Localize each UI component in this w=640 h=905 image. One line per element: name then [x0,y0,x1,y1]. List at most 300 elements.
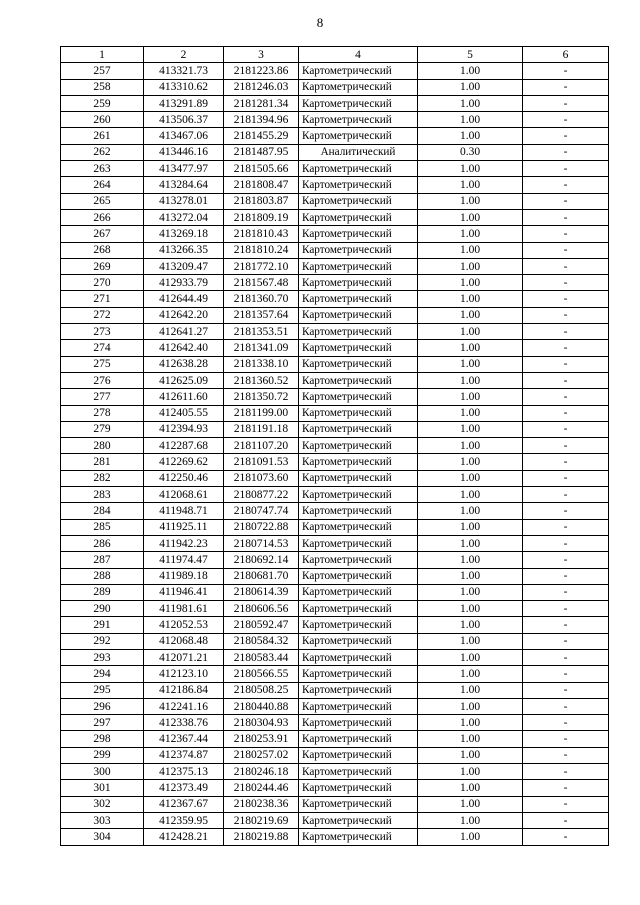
column-header: 5 [418,47,523,63]
y-coordinate-cell: 2181567.48 [224,275,299,291]
point-number-cell: 266 [61,209,144,225]
accuracy-cell: 1.00 [418,112,523,128]
x-coordinate-cell: 411942.23 [144,535,224,551]
method-cell: Картометрический [299,258,418,274]
point-number-cell: 263 [61,161,144,177]
description-cell: - [523,715,609,731]
point-number-cell: 273 [61,324,144,340]
description-cell: - [523,372,609,388]
table-row [61,698,609,714]
table-row [61,568,609,584]
point-number-cell: 261 [61,128,144,144]
x-coordinate-cell: 413269.18 [144,226,224,242]
method-cell: Картометрический [299,63,418,79]
method-cell: Картометрический [299,226,418,242]
table-row [61,584,609,600]
table-row [61,372,609,388]
y-coordinate-cell: 2181246.03 [224,79,299,95]
method-cell: Картометрический [299,633,418,649]
table-row [61,438,609,454]
method-cell: Картометрический [299,275,418,291]
point-number-cell: 300 [61,764,144,780]
description-cell: - [523,780,609,796]
y-coordinate-cell: 2181357.64 [224,307,299,323]
description-cell: - [523,470,609,486]
y-coordinate-cell: 2181809.19 [224,209,299,225]
table-row [61,649,609,665]
column-header: 3 [224,47,299,63]
point-number-cell: 288 [61,568,144,584]
table-row [61,812,609,828]
method-cell: Картометрический [299,666,418,682]
y-coordinate-cell: 2181107.20 [224,438,299,454]
description-cell: - [523,649,609,665]
description-cell: - [523,454,609,470]
column-header: 1 [61,47,144,63]
x-coordinate-cell: 413266.35 [144,242,224,258]
y-coordinate-cell: 2181223.86 [224,63,299,79]
x-coordinate-cell: 412250.46 [144,470,224,486]
method-cell: Картометрический [299,372,418,388]
description-cell: - [523,764,609,780]
description-cell: - [523,275,609,291]
table-row [61,242,609,258]
point-number-cell: 279 [61,421,144,437]
point-number-cell: 301 [61,780,144,796]
x-coordinate-cell: 413278.01 [144,193,224,209]
accuracy-cell: 1.00 [418,568,523,584]
x-coordinate-cell: 412269.62 [144,454,224,470]
point-number-cell: 274 [61,340,144,356]
method-cell: Картометрический [299,209,418,225]
x-coordinate-cell: 413209.47 [144,258,224,274]
description-cell: - [523,242,609,258]
table-row [61,356,609,372]
y-coordinate-cell: 2180257.02 [224,747,299,763]
table-row [61,682,609,698]
description-cell: - [523,307,609,323]
x-coordinate-cell: 412123.10 [144,666,224,682]
description-cell: - [523,324,609,340]
table-row [61,307,609,323]
accuracy-cell: 1.00 [418,487,523,503]
description-cell: - [523,731,609,747]
x-coordinate-cell: 411948.71 [144,503,224,519]
description-cell: - [523,584,609,600]
y-coordinate-cell: 2180253.91 [224,731,299,747]
table-row [61,161,609,177]
point-number-cell: 257 [61,63,144,79]
table-row [61,503,609,519]
y-coordinate-cell: 2181394.96 [224,112,299,128]
x-coordinate-cell: 412405.55 [144,405,224,421]
table-row [61,780,609,796]
y-coordinate-cell: 2181350.72 [224,389,299,405]
y-coordinate-cell: 2180722.88 [224,519,299,535]
method-cell: Картометрический [299,535,418,551]
table-row [61,405,609,421]
point-number-cell: 260 [61,112,144,128]
y-coordinate-cell: 2181803.87 [224,193,299,209]
accuracy-cell: 1.00 [418,747,523,763]
method-cell: Картометрический [299,649,418,665]
y-coordinate-cell: 2180238.36 [224,796,299,812]
method-cell: Картометрический [299,731,418,747]
description-cell: - [523,95,609,111]
x-coordinate-cell: 412241.16 [144,698,224,714]
accuracy-cell: 1.00 [418,633,523,649]
column-header: 6 [523,47,609,63]
table-row [61,193,609,209]
description-cell: - [523,177,609,193]
accuracy-cell: 1.00 [418,242,523,258]
x-coordinate-cell: 413446.16 [144,144,224,160]
x-coordinate-cell: 412611.60 [144,389,224,405]
accuracy-cell: 1.00 [418,258,523,274]
description-cell: - [523,405,609,421]
x-coordinate-cell: 413321.73 [144,63,224,79]
y-coordinate-cell: 2181360.70 [224,291,299,307]
x-coordinate-cell: 411981.61 [144,601,224,617]
accuracy-cell: 1.00 [418,63,523,79]
method-cell: Картометрический [299,161,418,177]
y-coordinate-cell: 2180219.69 [224,812,299,828]
description-cell: - [523,79,609,95]
table-row [61,209,609,225]
table-row [61,552,609,568]
table-row [61,324,609,340]
description-cell: - [523,682,609,698]
accuracy-cell: 1.00 [418,79,523,95]
accuracy-cell: 1.00 [418,389,523,405]
description-cell: - [523,112,609,128]
point-number-cell: 297 [61,715,144,731]
method-cell: Картометрический [299,177,418,193]
x-coordinate-cell: 412644.49 [144,291,224,307]
y-coordinate-cell: 2180614.39 [224,584,299,600]
method-cell: Картометрический [299,112,418,128]
method-cell: Картометрический [299,421,418,437]
description-cell: - [523,796,609,812]
table-row [61,747,609,763]
x-coordinate-cell: 412374.87 [144,747,224,763]
point-number-cell: 267 [61,226,144,242]
description-cell: - [523,617,609,633]
accuracy-cell: 1.00 [418,552,523,568]
y-coordinate-cell: 2180606.56 [224,601,299,617]
point-number-cell: 285 [61,519,144,535]
description-cell: - [523,63,609,79]
table-row [61,764,609,780]
x-coordinate-cell: 411989.18 [144,568,224,584]
x-coordinate-cell: 412933.79 [144,275,224,291]
accuracy-cell: 1.00 [418,764,523,780]
accuracy-cell: 1.00 [418,454,523,470]
table-row [61,79,609,95]
method-cell: Картометрический [299,438,418,454]
accuracy-cell: 1.00 [418,601,523,617]
method-cell: Картометрический [299,601,418,617]
table-row [61,177,609,193]
method-cell: Картометрический [299,796,418,812]
point-number-cell: 281 [61,454,144,470]
accuracy-cell: 1.00 [418,617,523,633]
table-row [61,829,609,845]
table-row [61,633,609,649]
description-cell: - [523,487,609,503]
y-coordinate-cell: 2180219.88 [224,829,299,845]
y-coordinate-cell: 2180681.70 [224,568,299,584]
method-cell: Картометрический [299,715,418,731]
accuracy-cell: 1.00 [418,780,523,796]
accuracy-cell: 1.00 [418,421,523,437]
x-coordinate-cell: 412367.44 [144,731,224,747]
accuracy-cell: 1.00 [418,193,523,209]
method-cell: Картометрический [299,829,418,845]
x-coordinate-cell: 412641.27 [144,324,224,340]
description-cell: - [523,519,609,535]
table-row [61,617,609,633]
y-coordinate-cell: 2181073.60 [224,470,299,486]
method-cell: Картометрический [299,340,418,356]
method-cell: Картометрический [299,128,418,144]
description-cell: - [523,666,609,682]
method-cell: Картометрический [299,487,418,503]
description-cell: - [523,812,609,828]
y-coordinate-cell: 2181505.66 [224,161,299,177]
x-coordinate-cell: 412071.21 [144,649,224,665]
accuracy-cell: 1.00 [418,666,523,682]
description-cell: - [523,503,609,519]
coordinates-table [60,46,609,846]
point-number-cell: 275 [61,356,144,372]
x-coordinate-cell: 412052.53 [144,617,224,633]
accuracy-cell: 1.00 [418,340,523,356]
column-header: 2 [144,47,224,63]
x-coordinate-cell: 412642.40 [144,340,224,356]
method-cell: Картометрический [299,291,418,307]
x-coordinate-cell: 413291.89 [144,95,224,111]
y-coordinate-cell: 2181810.43 [224,226,299,242]
x-coordinate-cell: 413310.62 [144,79,224,95]
y-coordinate-cell: 2180592.47 [224,617,299,633]
accuracy-cell: 1.00 [418,372,523,388]
description-cell: - [523,193,609,209]
method-cell: Картометрический [299,242,418,258]
point-number-cell: 258 [61,79,144,95]
method-cell: Картометрический [299,307,418,323]
accuracy-cell: 1.00 [418,275,523,291]
y-coordinate-cell: 2180304.93 [224,715,299,731]
point-number-cell: 268 [61,242,144,258]
accuracy-cell: 1.00 [418,209,523,225]
method-cell: Картометрический [299,780,418,796]
accuracy-cell: 1.00 [418,796,523,812]
accuracy-cell: 1.00 [418,356,523,372]
y-coordinate-cell: 2181487.95 [224,144,299,160]
accuracy-cell: 1.00 [418,584,523,600]
method-cell: Картометрический [299,682,418,698]
y-coordinate-cell: 2180583.44 [224,649,299,665]
description-cell: - [523,421,609,437]
table-row [61,535,609,551]
y-coordinate-cell: 2181455.29 [224,128,299,144]
table-row [61,601,609,617]
x-coordinate-cell: 412394.93 [144,421,224,437]
point-number-cell: 299 [61,747,144,763]
x-coordinate-cell: 413284.64 [144,177,224,193]
x-coordinate-cell: 413467.06 [144,128,224,144]
table-row [61,715,609,731]
x-coordinate-cell: 412428.21 [144,829,224,845]
method-cell: Картометрический [299,764,418,780]
table-row [61,226,609,242]
point-number-cell: 278 [61,405,144,421]
description-cell: - [523,161,609,177]
table-row [61,421,609,437]
table-row [61,112,609,128]
method-cell: Картометрический [299,454,418,470]
table-body [61,63,609,845]
accuracy-cell: 1.00 [418,503,523,519]
accuracy-cell: 1.00 [418,307,523,323]
x-coordinate-cell: 411925.11 [144,519,224,535]
point-number-cell: 269 [61,258,144,274]
point-number-cell: 294 [61,666,144,682]
point-number-cell: 287 [61,552,144,568]
y-coordinate-cell: 2181360.52 [224,372,299,388]
y-coordinate-cell: 2181281.34 [224,95,299,111]
y-coordinate-cell: 2181191.18 [224,421,299,437]
table-header-row [61,47,609,63]
y-coordinate-cell: 2181810.24 [224,242,299,258]
method-cell: Картометрический [299,405,418,421]
x-coordinate-cell: 413477.97 [144,161,224,177]
method-cell: Картометрический [299,389,418,405]
table-row [61,389,609,405]
method-cell: Аналитический [299,144,418,160]
table-row [61,454,609,470]
table-row [61,487,609,503]
accuracy-cell: 1.00 [418,519,523,535]
point-number-cell: 289 [61,584,144,600]
method-cell: Картометрический [299,193,418,209]
table-row [61,470,609,486]
accuracy-cell: 1.00 [418,161,523,177]
page-number: 8 [316,15,324,30]
description-cell: - [523,747,609,763]
accuracy-cell: 1.00 [418,95,523,111]
method-cell: Картометрический [299,747,418,763]
description-cell: - [523,552,609,568]
description-cell: - [523,698,609,714]
table-row [61,95,609,111]
description-cell: - [523,226,609,242]
method-cell: Картометрический [299,95,418,111]
x-coordinate-cell: 412068.61 [144,487,224,503]
point-number-cell: 304 [61,829,144,845]
y-coordinate-cell: 2181353.51 [224,324,299,340]
x-coordinate-cell: 412367.67 [144,796,224,812]
method-cell: Картометрический [299,568,418,584]
point-number-cell: 283 [61,487,144,503]
table-row [61,291,609,307]
point-number-cell: 264 [61,177,144,193]
x-coordinate-cell: 413272.04 [144,209,224,225]
point-number-cell: 290 [61,601,144,617]
y-coordinate-cell: 2180566.55 [224,666,299,682]
y-coordinate-cell: 2181808.47 [224,177,299,193]
description-cell: - [523,633,609,649]
point-number-cell: 292 [61,633,144,649]
accuracy-cell: 1.00 [418,177,523,193]
description-cell: - [523,258,609,274]
description-cell: - [523,128,609,144]
y-coordinate-cell: 2180714.53 [224,535,299,551]
description-cell: - [523,438,609,454]
description-cell: - [523,291,609,307]
accuracy-cell: 1.00 [418,128,523,144]
x-coordinate-cell: 411974.47 [144,552,224,568]
accuracy-cell: 1.00 [418,812,523,828]
table-row [61,519,609,535]
point-number-cell: 303 [61,812,144,828]
point-number-cell: 291 [61,617,144,633]
point-number-cell: 295 [61,682,144,698]
method-cell: Картометрический [299,552,418,568]
accuracy-cell: 1.00 [418,698,523,714]
x-coordinate-cell: 412287.68 [144,438,224,454]
description-cell: - [523,340,609,356]
method-cell: Картометрический [299,519,418,535]
description-cell: - [523,144,609,160]
description-cell: - [523,356,609,372]
x-coordinate-cell: 412338.76 [144,715,224,731]
accuracy-cell: 1.00 [418,226,523,242]
y-coordinate-cell: 2180747.74 [224,503,299,519]
point-number-cell: 271 [61,291,144,307]
accuracy-cell: 1.00 [418,324,523,340]
point-number-cell: 270 [61,275,144,291]
y-coordinate-cell: 2180584.32 [224,633,299,649]
x-coordinate-cell: 412375.13 [144,764,224,780]
method-cell: Картометрический [299,503,418,519]
point-number-cell: 277 [61,389,144,405]
table-row [61,128,609,144]
column-header: 4 [299,47,418,63]
x-coordinate-cell: 412373.49 [144,780,224,796]
method-cell: Картометрический [299,470,418,486]
x-coordinate-cell: 412625.09 [144,372,224,388]
table-row [61,275,609,291]
x-coordinate-cell: 412186.84 [144,682,224,698]
table-row [61,144,609,160]
method-cell: Картометрический [299,812,418,828]
table-row [61,731,609,747]
table-row [61,258,609,274]
point-number-cell: 284 [61,503,144,519]
x-coordinate-cell: 412359.95 [144,812,224,828]
description-cell: - [523,209,609,225]
method-cell: Картометрический [299,356,418,372]
accuracy-cell: 1.00 [418,731,523,747]
point-number-cell: 280 [61,438,144,454]
point-number-cell: 282 [61,470,144,486]
y-coordinate-cell: 2181341.09 [224,340,299,356]
table-row [61,63,609,79]
point-number-cell: 296 [61,698,144,714]
y-coordinate-cell: 2180877.22 [224,487,299,503]
